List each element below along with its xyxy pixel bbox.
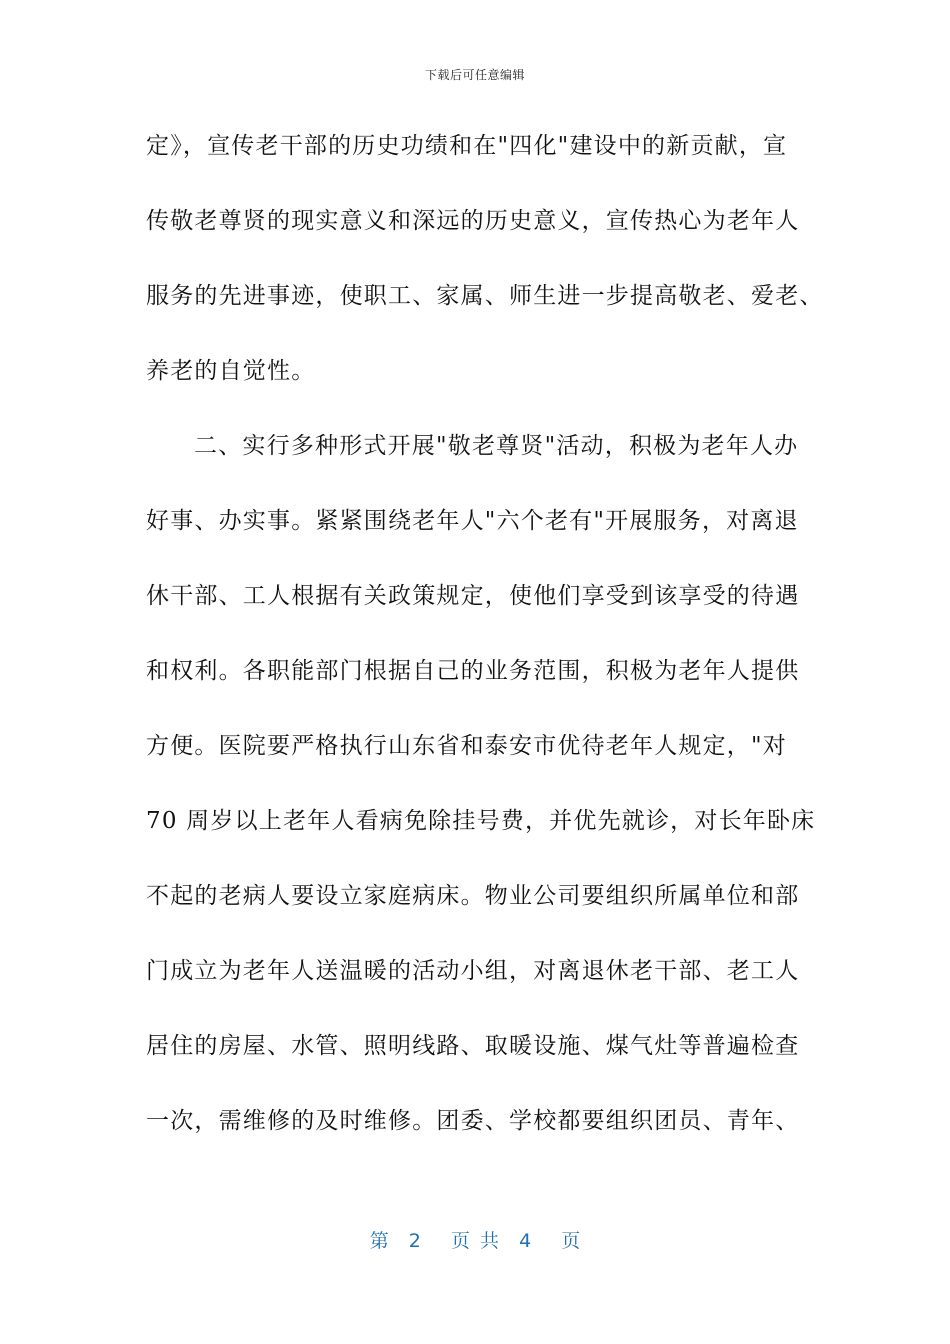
paragraph-line: 服务的先进事迹，使职工、家属、师生进一步提高敬老、爱老、 <box>146 283 824 309</box>
paragraph-line: 70 周岁以上老年人看病免除挂号费，并优先就诊，对长年卧床 <box>146 808 816 834</box>
paragraph-line: 二、实行多种形式开展"敬老尊贤"活动，积极为老年人办 <box>194 433 799 459</box>
paragraph-line: 养老的自觉性。 <box>146 358 316 384</box>
paragraph-line: 门成立为老年人送温暖的活动小组，对离退休老干部、老工人 <box>146 958 800 984</box>
page-number-footer <box>0 1226 950 1253</box>
paragraph-line: 定》，宣传老干部的历史功绩和在"四化"建设中的新贡献，宣 <box>146 133 788 159</box>
document-body <box>146 124 824 1174</box>
paragraph-line: 不起的老病人要设立家庭病床。物业公司要组织所属单位和部 <box>146 883 800 909</box>
page-header-note: 下载后可任意编辑 <box>424 68 525 82</box>
paragraph-line: 方便。医院要严格执行山东省和泰安市优待老年人规定，"对 <box>146 733 787 759</box>
paragraph-line: 好事、办实事。紧紧围绕老年人"六个老有"开展服务，对离退 <box>146 508 799 534</box>
page-number-text: 第 2 页 共 4 页 <box>369 1230 581 1252</box>
paragraph-line: 居住的房屋、水管、照明线路、取暖设施、煤气灶等普遍检查 <box>146 1033 800 1059</box>
paragraph-line: 休干部、工人根据有关政策规定，使他们享受到该享受的待遇 <box>146 583 800 609</box>
paragraph-line: 传敬老尊贤的现实意义和深远的历史意义，宣传热心为老年人 <box>146 208 800 234</box>
paragraph-line: 一次，需维修的及时维修。团委、学校都要组织团员、青年、 <box>146 1108 800 1134</box>
paragraph-line: 和权利。各职能部门根据自己的业务范围，积极为老年人提供 <box>146 658 800 684</box>
